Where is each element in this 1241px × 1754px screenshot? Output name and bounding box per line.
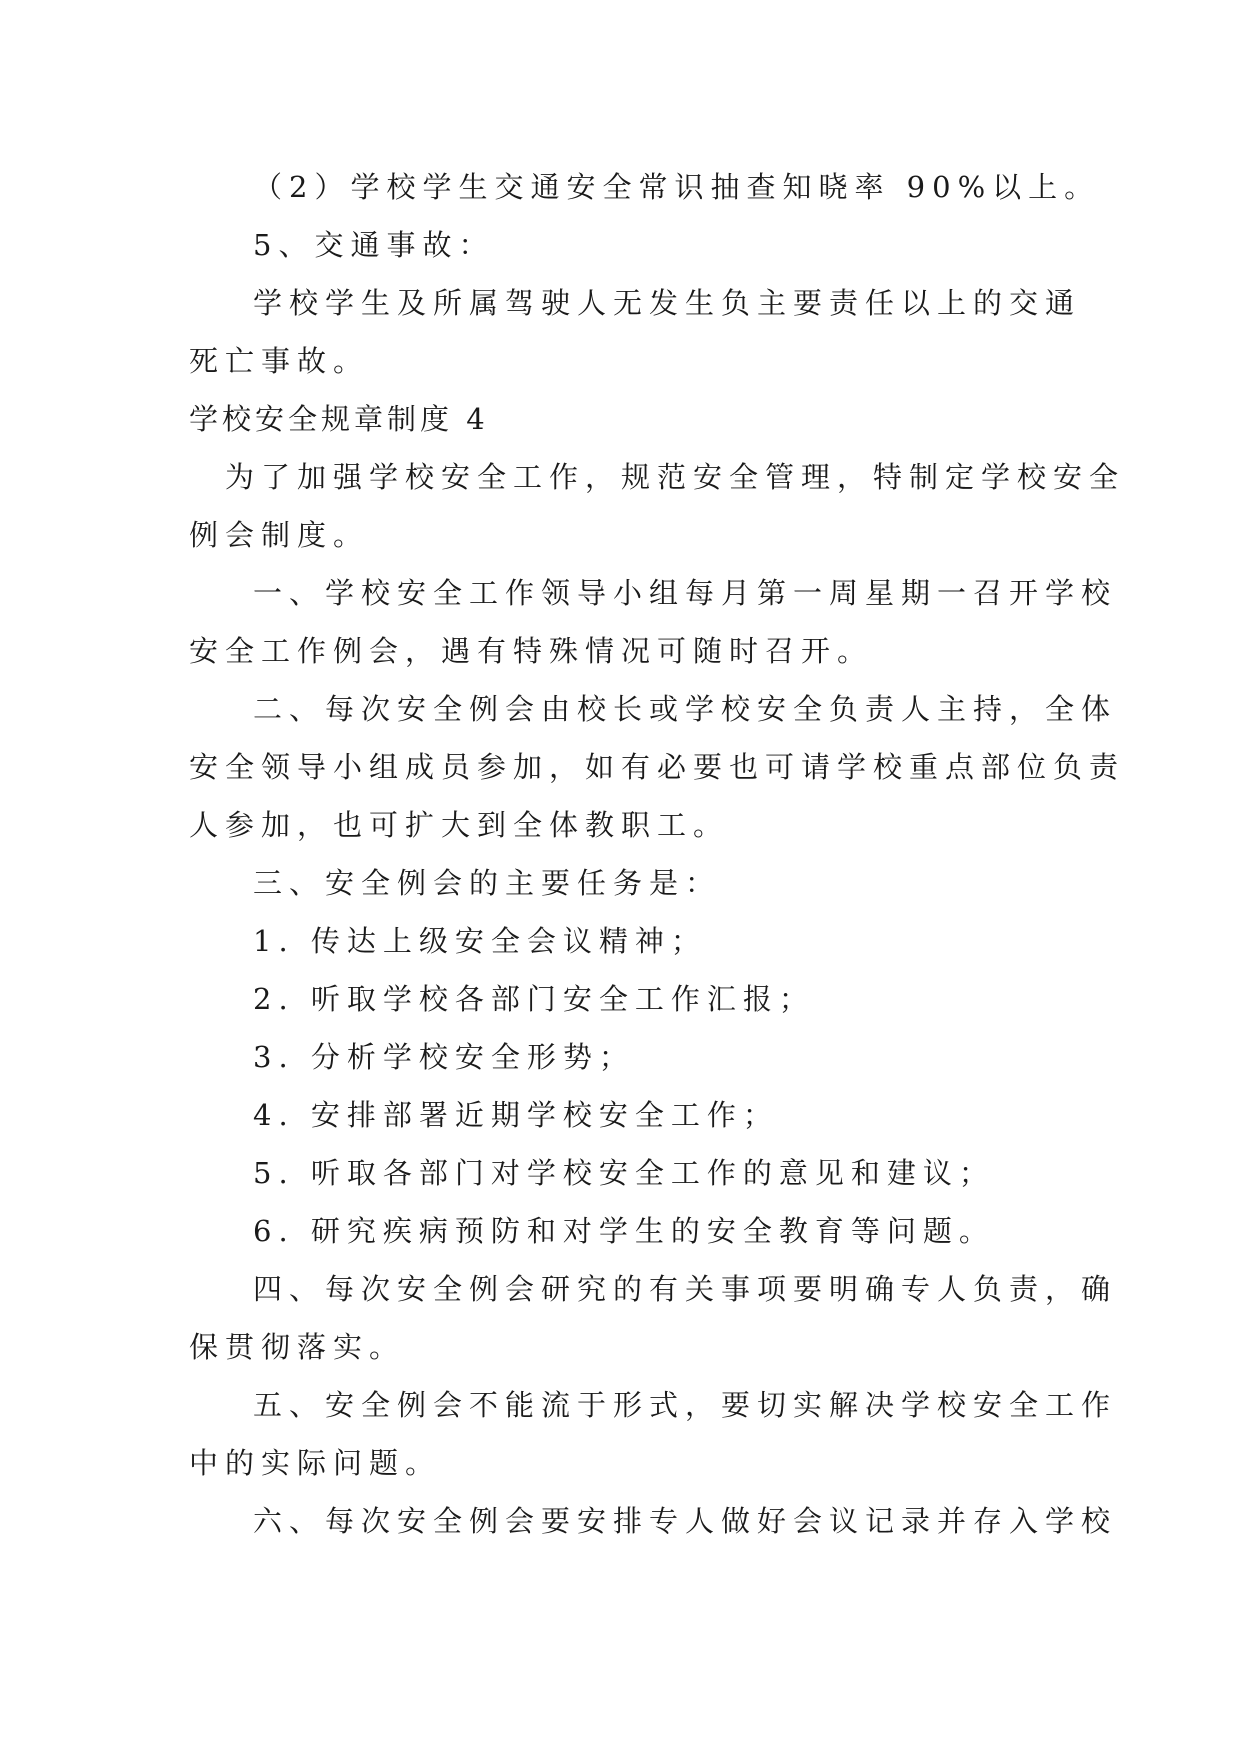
paragraph-line: 例会制度。 [189, 518, 370, 552]
paragraph-line: （2）学校学生交通安全常识抽查知晓率 90%以上。 [253, 170, 1101, 204]
list-item: 6. 研究疾病预防和对学生的安全教育等问题。 [253, 1214, 995, 1248]
paragraph-line: 二、每次安全例会由校长或学校安全负责人主持，全体 [253, 692, 1118, 726]
paragraph-line: 保贯彻落实。 [189, 1330, 406, 1364]
paragraph-line: 六、每次安全例会要安排专人做好会议记录并存入学校 [253, 1504, 1118, 1538]
paragraph-line: 安全领导小组成员参加，如有必要也可请学校重点部位负责 [189, 750, 1126, 784]
paragraph-line: 中的实际问题。 [189, 1446, 442, 1480]
list-item: 4. 安排部署近期学校安全工作； [253, 1098, 779, 1132]
paragraph-line: 5、交通事故： [253, 228, 495, 262]
list-item: 2. 听取学校各部门安全工作汇报； [253, 982, 815, 1016]
paragraph-line: 人参加，也可扩大到全体教职工。 [189, 808, 730, 842]
paragraph-line: 死亡事故。 [189, 344, 370, 378]
paragraph-line: 为了加强学校安全工作，规范安全管理，特制定学校安全 [225, 460, 1126, 494]
list-item: 5. 听取各部门对学校安全工作的意见和建议； [253, 1156, 995, 1190]
document-body [189, 158, 1126, 1550]
paragraph-line: 学校学生及所属驾驶人无发生负主要责任以上的交通 [253, 286, 1082, 320]
list-item: 1. 传达上级安全会议精神； [253, 924, 707, 958]
section-heading: 学校安全规章制度 4 [189, 402, 489, 436]
paragraph-line: 安全工作例会，遇有特殊情况可随时召开。 [189, 634, 874, 668]
list-item: 3. 分析学校安全形势； [253, 1040, 635, 1074]
paragraph-line: 三、安全例会的主要任务是： [253, 866, 722, 900]
paragraph-line: 五、安全例会不能流于形式，要切实解决学校安全工作 [253, 1388, 1118, 1422]
paragraph-line: 四、每次安全例会研究的有关事项要明确专人负责，确 [253, 1272, 1118, 1306]
paragraph-line: 一、学校安全工作领导小组每月第一周星期一召开学校 [253, 576, 1118, 610]
